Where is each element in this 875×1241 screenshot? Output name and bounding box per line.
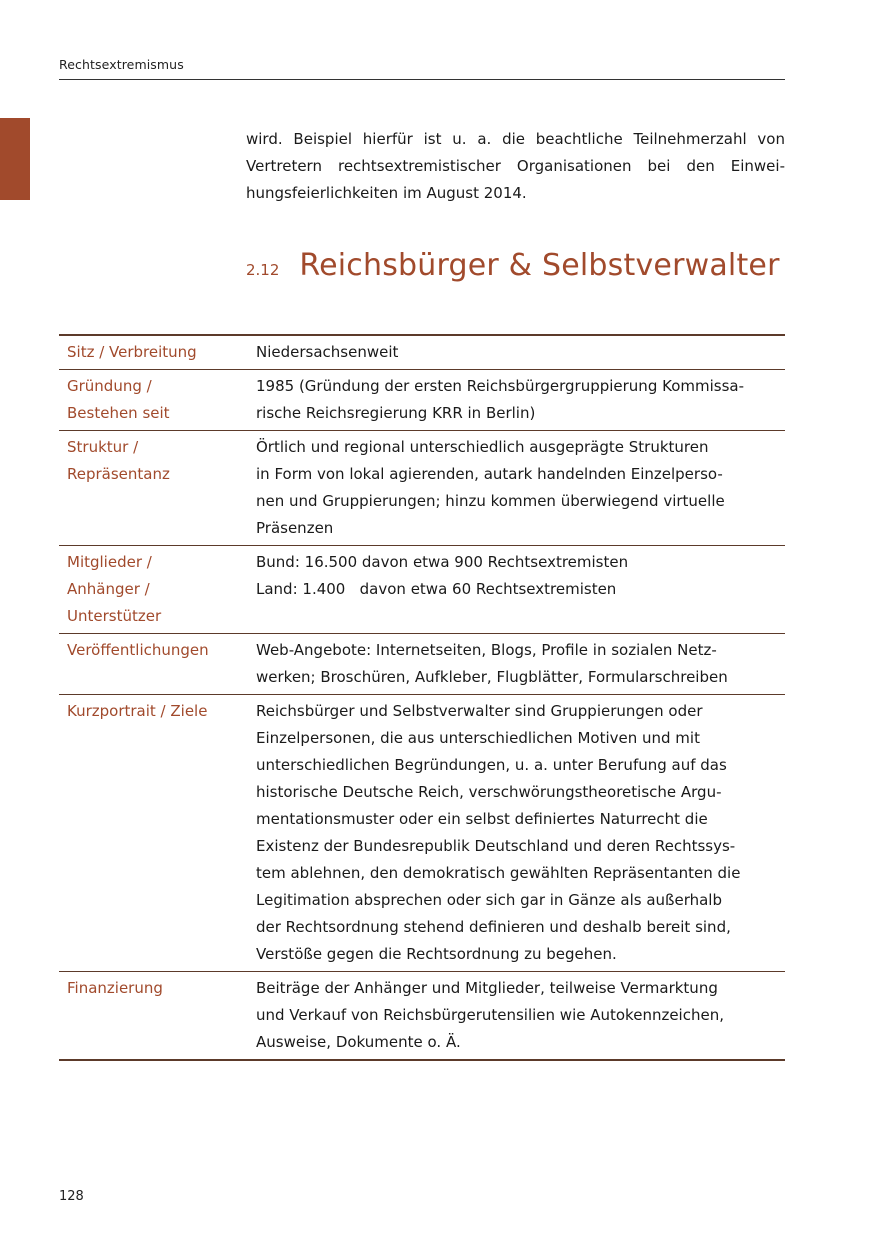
value-line: unterschiedlichen Begründungen, u. a. unter Berufung auf das [256, 756, 727, 774]
profile-row-label [59, 373, 256, 427]
value-line: Präsenzen [256, 519, 334, 537]
running-head: Rechtsextremismus [59, 57, 184, 72]
profile-row-value [256, 637, 785, 691]
profile-table [59, 334, 785, 1061]
value-line: historische Deutsche Reich, verschwörungstheoretische Argu- [256, 783, 722, 801]
label-line: Gründung / [67, 377, 152, 395]
intro-line: hungsfeierlichkeiten im August 2014. [246, 184, 527, 202]
chapter-side-tab [0, 118, 30, 200]
profile-row [59, 694, 785, 971]
profile-row-value [256, 434, 785, 542]
value-line: nen und Gruppierungen; hinzu kommen überwiegend virtuelle [256, 492, 725, 510]
profile-row-label [59, 434, 256, 542]
profile-row [59, 369, 785, 430]
value-line: in Form von lokal agierenden, autark handelnden Einzelperso- [256, 465, 723, 483]
value-line: Verstöße gegen die Rechtsordnung zu begehen. [256, 945, 617, 963]
profile-row-label [59, 698, 256, 968]
profile-row-value [256, 373, 785, 427]
value-line: tem ablehnen, den demokratisch gewählten Repräsentanten die [256, 864, 741, 882]
value-line: rische Reichsregierung KRR in Berlin) [256, 404, 536, 422]
section-number: 2.12 [246, 261, 280, 279]
label-line: Kurzportrait / Ziele [67, 702, 208, 720]
value-line: werken; Broschüren, Aufkleber, Flugblätter, Formularschreiben [256, 668, 728, 686]
value-line: Land: 1.400 davon etwa 60 Rechtsextremisten [256, 580, 617, 598]
intro-line: wird. Beispiel hierfür ist u. a. die beachtliche Teilnehmerzahl von [246, 130, 785, 148]
label-line: Mitglieder / [67, 553, 152, 571]
profile-row [59, 545, 785, 633]
header-divider [59, 79, 785, 80]
value-line: Niedersachsenweit [256, 343, 399, 361]
label-line: Anhänger / [67, 580, 150, 598]
label-line: Sitz / Verbreitung [67, 343, 197, 361]
profile-row-label [59, 549, 256, 630]
value-line: Örtlich und regional unterschiedlich ausgeprägte Strukturen [256, 438, 709, 456]
value-line: Einzelpersonen, die aus unterschiedlichen Motiven und mit [256, 729, 700, 747]
section-heading [246, 248, 806, 283]
label-line: Bestehen seit [67, 404, 170, 422]
value-line: Ausweise, Dokumente o. Ä. [256, 1033, 461, 1051]
profile-row-value [256, 549, 785, 630]
value-line: Existenz der Bundesrepublik Deutschland und deren Rechtssys- [256, 837, 736, 855]
profile-row-value [256, 698, 785, 968]
value-line: Reichsbürger und Selbstverwalter sind Gruppierungen oder [256, 702, 703, 720]
value-line: Bund: 16.500 davon etwa 900 Rechtsextremisten [256, 553, 629, 571]
value-line: und Verkauf von Reichsbürgerutensilien wie Autokennzeichen, [256, 1006, 724, 1024]
value-line: 1985 (Gründung der ersten Reichsbürgergruppierung Kommissa- [256, 377, 744, 395]
profile-row-value [256, 339, 785, 366]
profile-row-label [59, 975, 256, 1056]
profile-row-label [59, 637, 256, 691]
intro-line: Vertretern rechtsextremistischer Organisationen bei den Einwei- [246, 157, 785, 175]
value-line: mentationsmuster oder ein selbst definiertes Naturrecht die [256, 810, 708, 828]
section-title: Reichsbürger & Selbstverwalter [299, 248, 780, 283]
value-line: Legitimation absprechen oder sich gar in Gänze als außerhalb [256, 891, 722, 909]
intro-paragraph [246, 126, 785, 207]
profile-row [59, 336, 785, 369]
profile-row [59, 971, 785, 1059]
page-number: 128 [59, 1189, 84, 1204]
label-line: Repräsentanz [67, 465, 170, 483]
label-line: Unterstützer [67, 607, 162, 625]
value-line: der Rechtsordnung stehend definieren und deshalb bereit sind, [256, 918, 731, 936]
profile-row [59, 633, 785, 694]
value-line: Beiträge der Anhänger und Mitglieder, teilweise Vermarktung [256, 979, 718, 997]
label-line: Veröffentlichungen [67, 641, 209, 659]
value-line: Web-Angebote: Internetseiten, Blogs, Profile in sozialen Netz- [256, 641, 717, 659]
profile-row [59, 430, 785, 545]
label-line: Struktur / [67, 438, 139, 456]
label-line: Finanzierung [67, 979, 163, 997]
profile-row-value [256, 975, 785, 1056]
profile-row-label [59, 339, 256, 366]
